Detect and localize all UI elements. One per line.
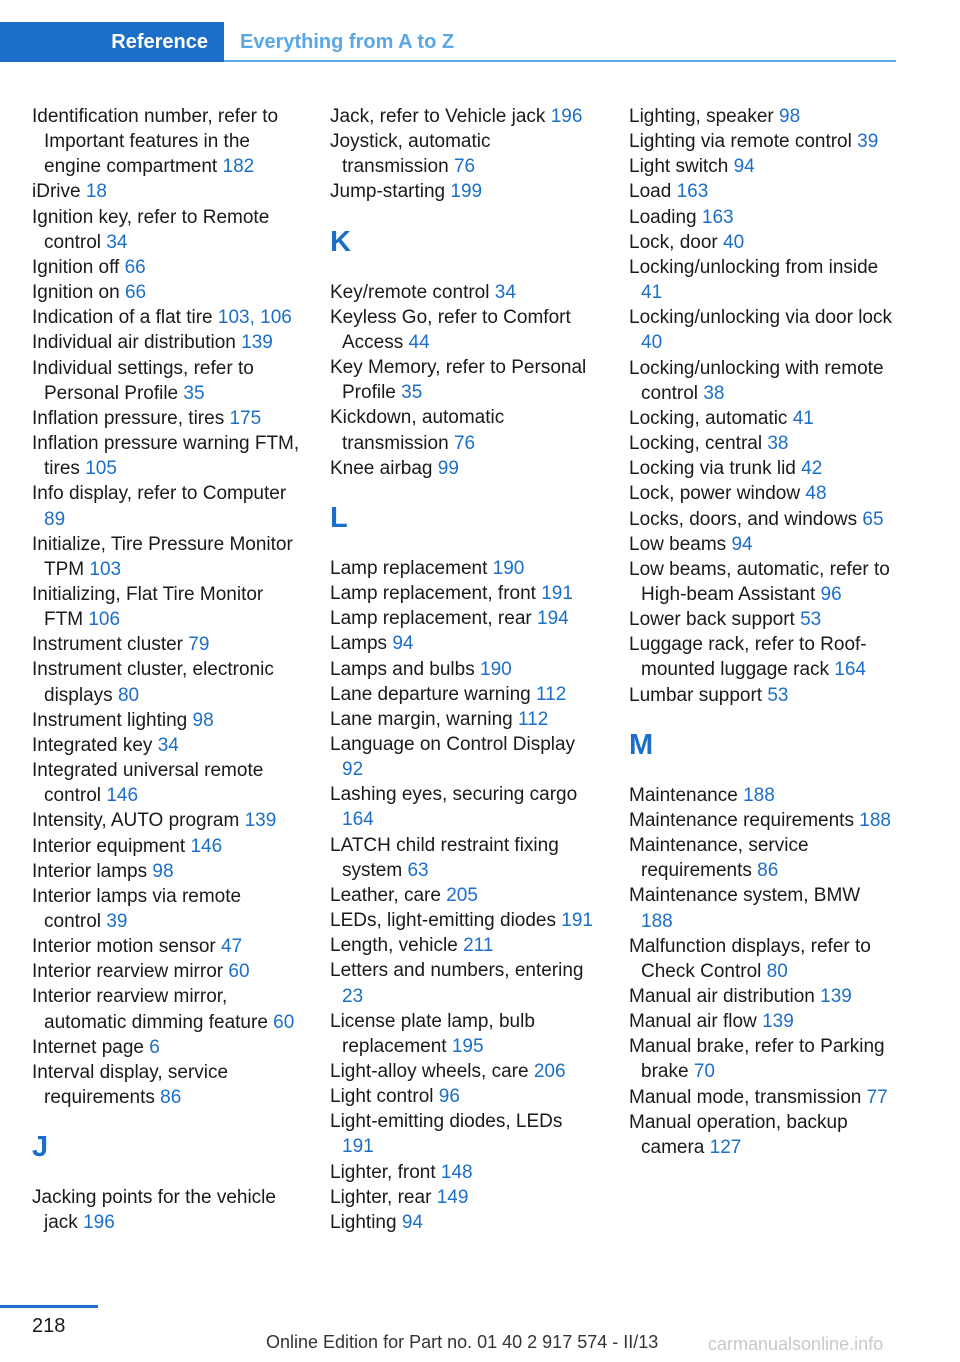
entry-term: Interior lamps <box>32 860 148 882</box>
index-letter: J <box>32 1131 49 1164</box>
entry-term: Light-alloy wheels, care <box>330 1061 529 1082</box>
page-reference-link[interactable]: 196 <box>550 106 583 127</box>
page-reference-link[interactable]: 191 <box>342 1136 374 1158</box>
entry-term: License plate lamp, bulb replacement <box>330 1010 535 1057</box>
index-entry <box>330 456 598 481</box>
entry-term: Key/remote control <box>330 281 490 303</box>
index-entry <box>32 305 300 330</box>
entry-term: Instrument cluster, electronic displays <box>32 659 274 706</box>
index-entry <box>629 230 897 255</box>
index-entry <box>629 255 897 305</box>
index-entry <box>629 431 897 456</box>
index-entry <box>330 1210 598 1235</box>
entry-term: Lower back support <box>629 609 795 631</box>
index-entry <box>330 405 598 455</box>
index-entry <box>629 607 897 632</box>
page-reference-link[interactable]: 188 <box>859 809 891 831</box>
entry-term: Intensity, AUTO program <box>32 810 240 832</box>
page-reference-link[interactable]: 86 <box>160 1087 182 1109</box>
index-column-3 <box>629 104 897 1160</box>
entry-term: Ignition off <box>32 256 120 278</box>
index-entry <box>330 305 598 355</box>
entry-term: Kickdown, automatic transmission <box>330 407 505 454</box>
entry-term: Letters and numbers, entering <box>330 960 584 982</box>
index-entry <box>330 732 598 782</box>
index-entry <box>629 456 897 481</box>
page-reference-link[interactable]: 148 <box>440 1161 473 1183</box>
index-entry <box>629 683 897 708</box>
watermark: carmanualsonline.info <box>708 1334 884 1354</box>
index-entry <box>629 305 897 355</box>
index-entry <box>32 406 300 431</box>
index-entry <box>629 557 897 607</box>
page-reference-link[interactable]: 6 <box>149 1036 160 1058</box>
entry-term: Lamps <box>330 633 388 655</box>
page-reference-link[interactable]: 94 <box>733 156 755 178</box>
page-reference-link[interactable]: 99 <box>437 457 459 479</box>
index-entry <box>330 1009 598 1059</box>
index-entry <box>32 808 300 833</box>
index-entry <box>330 933 598 958</box>
entry-term: Lighting via remote control <box>629 131 852 153</box>
entry-term: Maintenance <box>629 784 738 806</box>
index-entry <box>32 532 300 582</box>
index-entry <box>629 632 897 682</box>
page-reference-link[interactable]: 44 <box>408 331 430 353</box>
entry-term: Lamp replacement <box>330 557 488 579</box>
index-entry <box>32 1060 300 1110</box>
index-entry <box>32 582 300 632</box>
entry-term: Locking/unlocking with remote control <box>629 357 884 404</box>
entry-term: Interior equipment <box>32 835 186 857</box>
entry-term: Lashing eyes, securing cargo <box>330 784 578 806</box>
page-reference-link[interactable]: 94 <box>401 1211 423 1233</box>
index-entry <box>629 532 897 557</box>
entry-term: iDrive <box>32 181 81 203</box>
entry-term: Joystick, automatic transmission <box>330 131 491 178</box>
entry-term: Lighting, speaker <box>629 106 774 127</box>
index-entry <box>32 1185 300 1235</box>
page-reference-link[interactable]: 41 <box>641 282 663 304</box>
index-column-1 <box>32 104 300 1236</box>
page-reference-link[interactable]: 76 <box>453 432 476 454</box>
page-reference-link[interactable]: 182 <box>222 156 255 178</box>
page-reference-link[interactable]: 103, 106 <box>217 307 292 329</box>
page-reference-link[interactable]: 188 <box>641 910 673 932</box>
entry-term: Integrated key <box>32 734 153 756</box>
page-reference-link[interactable]: 34 <box>106 231 128 253</box>
page-reference-link[interactable]: 80 <box>117 684 140 706</box>
page-reference-link[interactable]: 105 <box>85 458 117 480</box>
page-reference-link[interactable]: 38 <box>767 433 789 455</box>
index-letter: K <box>330 225 351 258</box>
entry-term: Lighting <box>330 1211 397 1233</box>
entry-term: Lock, door <box>629 231 718 253</box>
page-reference-link[interactable]: 163 <box>676 181 709 203</box>
entry-term: Knee airbag <box>330 457 433 479</box>
header-rule <box>224 60 896 62</box>
page-reference-link[interactable]: 196 <box>83 1212 115 1234</box>
page-reference-link[interactable]: 79 <box>188 634 210 656</box>
entry-term: LATCH child restraint fixing system <box>330 834 559 881</box>
index-entry <box>32 632 300 657</box>
page-reference-link[interactable]: 188 <box>743 784 775 806</box>
entry-term: Keyless Go, refer to Comfort Access <box>330 306 571 353</box>
entry-term: Locking via trunk lid <box>629 458 796 480</box>
index-entry <box>330 782 598 832</box>
page-reference-link[interactable]: 98 <box>192 709 214 731</box>
entry-term: Locking, central <box>629 433 763 455</box>
index-entry <box>330 606 598 631</box>
index-entry <box>32 834 300 859</box>
index-entry <box>629 883 897 933</box>
index-entry <box>32 330 300 355</box>
index-entry <box>32 255 300 280</box>
page-reference-link[interactable]: 40 <box>641 332 663 354</box>
index-entry <box>629 1009 897 1034</box>
entry-term: Manual operation, backup camera <box>629 1111 848 1158</box>
entry-term: Inflation pressure, tires <box>32 407 225 429</box>
page-reference-link[interactable]: 190 <box>480 658 512 680</box>
page-reference-link[interactable]: 139 <box>244 810 277 832</box>
page-reference-link[interactable]: 103 <box>89 558 122 580</box>
page-reference-link[interactable]: 146 <box>106 785 139 807</box>
index-entry <box>330 129 598 179</box>
page-reference-link[interactable]: 96 <box>820 583 842 605</box>
page-reference-link[interactable]: 164 <box>834 659 866 681</box>
index-entry <box>629 833 897 883</box>
subsection-title: Everything from A to Z <box>240 30 455 53</box>
page-reference-link[interactable]: 60 <box>273 1011 295 1033</box>
page-reference-link[interactable]: 39 <box>106 911 128 932</box>
index-entry <box>629 808 897 833</box>
page-reference-link[interactable]: 65 <box>862 508 884 530</box>
page-reference-link[interactable]: 86 <box>757 860 779 882</box>
page-reference-link[interactable]: 98 <box>779 106 801 127</box>
entry-term: Ignition on <box>32 282 120 304</box>
page-reference-link[interactable]: 89 <box>44 508 66 530</box>
index-entry <box>32 481 300 531</box>
entry-term: Identification number, refer to Important features in the engine compartment <box>32 106 279 178</box>
page-reference-link[interactable]: 94 <box>731 533 753 555</box>
page-reference-link[interactable]: 205 <box>446 884 478 906</box>
edition-note: Online Edition for Part no. 01 40 2 917 574 - II/13 <box>266 1332 659 1352</box>
entry-term: Initializing, Flat Tire Monitor FTM <box>32 583 264 631</box>
page-reference-link[interactable]: 70 <box>693 1061 715 1083</box>
index-entry <box>330 1059 598 1084</box>
entry-term: Maintenance, service requirements <box>629 835 809 882</box>
entry-term: Low beams, automatic, refer to High-beam Assistant <box>629 558 890 605</box>
page-reference-link[interactable]: 98 <box>152 860 174 882</box>
entry-term: Instrument lighting <box>32 709 188 731</box>
index-entry <box>629 481 897 506</box>
entry-term: Indication of a flat tire <box>32 307 213 329</box>
index-entry <box>629 129 897 154</box>
entry-term: Lumbar support <box>629 684 763 706</box>
index-entry <box>330 908 598 933</box>
index-entry <box>32 984 300 1034</box>
page-reference-link[interactable]: 34 <box>157 734 179 756</box>
index-entry <box>330 657 598 682</box>
entry-term: Leather, care <box>330 884 441 906</box>
page-reference-link[interactable]: 53 <box>767 684 789 706</box>
entry-term: Loading <box>629 206 697 228</box>
page-reference-link[interactable]: 94 <box>392 633 414 655</box>
page-reference-link[interactable]: 96 <box>438 1086 460 1108</box>
index-entry <box>629 179 897 204</box>
index-entry <box>32 356 300 406</box>
page-reference-link[interactable]: 38 <box>703 382 725 404</box>
page-reference-link[interactable]: 112 <box>535 683 567 705</box>
page-reference-link[interactable]: 211 <box>463 935 494 957</box>
index-letter: M <box>629 728 654 761</box>
page-reference-link[interactable]: 41 <box>792 407 814 429</box>
index-entry <box>32 959 300 984</box>
index-entry <box>629 984 897 1009</box>
page-reference-link[interactable]: 60 <box>228 961 250 983</box>
page-reference-link[interactable]: 190 <box>492 557 525 579</box>
index-entry <box>330 1185 598 1210</box>
entry-term: Maintenance system, BMW <box>629 885 861 907</box>
index-entry <box>32 859 300 884</box>
page-reference-link[interactable]: 66 <box>124 282 147 304</box>
entry-term: Interior rearview mirror, automatic dimming feature <box>32 986 268 1033</box>
page-reference-link[interactable]: 66 <box>124 256 146 278</box>
index-entry <box>330 556 598 581</box>
entry-term: Maintenance requirements <box>629 809 854 831</box>
page-reference-link[interactable]: 139 <box>241 332 273 354</box>
index-entry <box>330 1084 598 1109</box>
index-entry <box>330 1160 598 1185</box>
entry-term: Integrated universal remote control <box>32 760 264 807</box>
entry-term: Manual mode, transmission <box>629 1086 862 1108</box>
page-reference-link[interactable]: 34 <box>494 281 516 303</box>
page-reference-link[interactable]: 164 <box>342 809 374 831</box>
page-reference-link[interactable]: 139 <box>820 986 852 1007</box>
entry-term: Internet page <box>32 1036 144 1058</box>
entry-term: Locks, doors, and windows <box>629 508 858 530</box>
page-reference-link[interactable]: 146 <box>190 835 223 857</box>
entry-term: Interior motion sensor <box>32 936 216 958</box>
entry-term: Individual air distribution <box>32 332 236 354</box>
index-entry <box>32 733 300 758</box>
index-entry <box>32 280 300 305</box>
index-entry <box>330 958 598 1008</box>
index-entry <box>330 707 598 732</box>
page-reference-link[interactable]: 47 <box>221 936 243 958</box>
page-reference-link[interactable]: 18 <box>85 181 107 203</box>
entry-term: Individual settings, refer to Personal Profile <box>32 357 254 404</box>
entry-term: Malfunction displays, refer to Check Control <box>629 935 871 982</box>
index-column-2 <box>330 104 598 1235</box>
index-entry <box>629 356 897 406</box>
page-reference-link[interactable]: 80 <box>766 960 788 982</box>
index-entry <box>629 1085 897 1110</box>
entry-term: Key Memory, refer to Personal Profile <box>330 357 587 404</box>
footer-rule <box>0 1305 98 1308</box>
entry-term: Manual air distribution <box>629 986 815 1007</box>
entry-term: Instrument cluster <box>32 634 183 656</box>
entry-term: Lamp replacement, front <box>330 583 536 605</box>
entry-term: Inflation pressure warning FTM, tires <box>32 433 300 480</box>
page-reference-link[interactable]: 92 <box>342 759 364 781</box>
page-reference-link[interactable]: 76 <box>453 156 476 178</box>
page-reference-link[interactable]: 149 <box>436 1186 469 1208</box>
page-reference-link[interactable]: 163 <box>701 206 734 228</box>
entry-term: Low beams <box>629 533 727 555</box>
entry-term: Locking/unlocking via door lock <box>629 307 892 329</box>
index-entry <box>330 179 598 204</box>
index-entry <box>330 581 598 606</box>
page-header <box>0 22 896 62</box>
page-reference-link[interactable]: 106 <box>88 609 121 631</box>
index-entry <box>32 431 300 481</box>
page-reference-link[interactable]: 206 <box>533 1061 566 1082</box>
index-entry <box>330 104 598 129</box>
page-reference-link[interactable]: 40 <box>723 231 745 253</box>
index-entry <box>32 104 300 179</box>
index-entry <box>629 104 897 129</box>
index-entry <box>629 934 897 984</box>
entry-term: Language on Control Display <box>330 733 576 755</box>
index-entry <box>330 1109 598 1159</box>
entry-term: Lamp replacement, rear <box>330 608 532 630</box>
index-entry <box>32 205 300 255</box>
entry-term: LEDs, light-emitting diodes <box>330 910 556 932</box>
entry-term: Length, vehicle <box>330 935 458 957</box>
page-reference-link[interactable]: 35 <box>183 382 205 404</box>
page-reference-link[interactable]: 194 <box>537 608 569 630</box>
index-entry <box>32 934 300 959</box>
page-reference-link[interactable]: 195 <box>451 1035 484 1057</box>
entry-term: Lamps and bulbs <box>330 658 475 680</box>
entry-term: Lane margin, warning <box>330 708 513 730</box>
index-entry <box>32 758 300 808</box>
entry-term: Info display, refer to Computer <box>32 483 287 505</box>
entry-term: Interior lamps via remote control <box>32 885 242 932</box>
entry-term: Light control <box>330 1086 434 1108</box>
entry-term: Interval display, service requirements <box>32 1061 229 1109</box>
index-entry <box>32 657 300 707</box>
entry-term: Locking, automatic <box>629 407 788 429</box>
entry-term: Lighter, front <box>330 1161 436 1183</box>
index-entry <box>32 708 300 733</box>
index-entry <box>32 884 300 934</box>
entry-term: Lighter, rear <box>330 1186 432 1208</box>
index-entry <box>330 280 598 305</box>
page-reference-link[interactable]: 48 <box>805 483 827 505</box>
page-reference-link[interactable]: 63 <box>407 859 429 881</box>
entry-term: Light-emitting diodes, LEDs <box>330 1111 563 1133</box>
entry-term: Initialize, Tire Pressure Monitor TPM <box>32 533 293 580</box>
entry-term: Light switch <box>629 156 729 178</box>
entry-term: Jump-starting <box>330 181 446 203</box>
index-entry <box>330 631 598 656</box>
entry-term: Lane departure warning <box>330 683 531 705</box>
page-reference-link[interactable]: 191 <box>541 583 573 605</box>
entry-term: Locking/unlocking from inside <box>629 256 879 278</box>
entry-term: Load <box>629 181 672 203</box>
entry-term: Manual air flow <box>629 1011 757 1033</box>
entry-term: Ignition key, refer to Remote control <box>32 206 270 253</box>
index-entry <box>330 833 598 883</box>
index-entry <box>32 1035 300 1060</box>
index-entry <box>629 783 897 808</box>
index-entry <box>330 682 598 707</box>
page-reference-link[interactable]: 112 <box>518 708 549 730</box>
page-reference-link[interactable]: 53 <box>800 609 822 631</box>
page-reference-link[interactable]: 191 <box>561 910 593 932</box>
index-entry <box>330 355 598 405</box>
index-entry <box>629 205 897 230</box>
entry-term: Jack, refer to Vehicle jack <box>330 106 546 127</box>
page-reference-link[interactable]: 35 <box>401 382 423 404</box>
entry-term: Interior rearview mirror <box>32 961 224 983</box>
page-reference-link[interactable]: 23 <box>342 985 364 1007</box>
page-number: 218 <box>32 1315 66 1337</box>
page-reference-link[interactable]: 139 <box>762 1011 794 1033</box>
section-tab: Reference <box>0 22 224 62</box>
page-reference-link[interactable]: 199 <box>450 181 483 203</box>
page-reference-link[interactable]: 127 <box>709 1136 742 1158</box>
entry-term: Manual brake, refer to Parking brake <box>629 1036 885 1083</box>
entry-term: Jacking points for the vehicle jack <box>32 1187 276 1234</box>
index-letter: L <box>330 501 348 534</box>
index-entry <box>330 883 598 908</box>
index-entry <box>629 406 897 431</box>
entry-term: Luggage rack, refer to Roof-mounted luggage rack <box>629 634 867 681</box>
index-entry <box>629 1110 897 1160</box>
index-entry <box>32 179 300 204</box>
index-entry <box>629 154 897 179</box>
page-reference-link[interactable]: 42 <box>801 458 823 480</box>
page-reference-link[interactable]: 39 <box>857 131 879 153</box>
index-entry <box>629 1034 897 1084</box>
index-entry <box>629 507 897 532</box>
page-reference-link[interactable]: 175 <box>229 407 262 429</box>
entry-term: Lock, power window <box>629 483 801 505</box>
page-reference-link[interactable]: 77 <box>866 1086 888 1108</box>
